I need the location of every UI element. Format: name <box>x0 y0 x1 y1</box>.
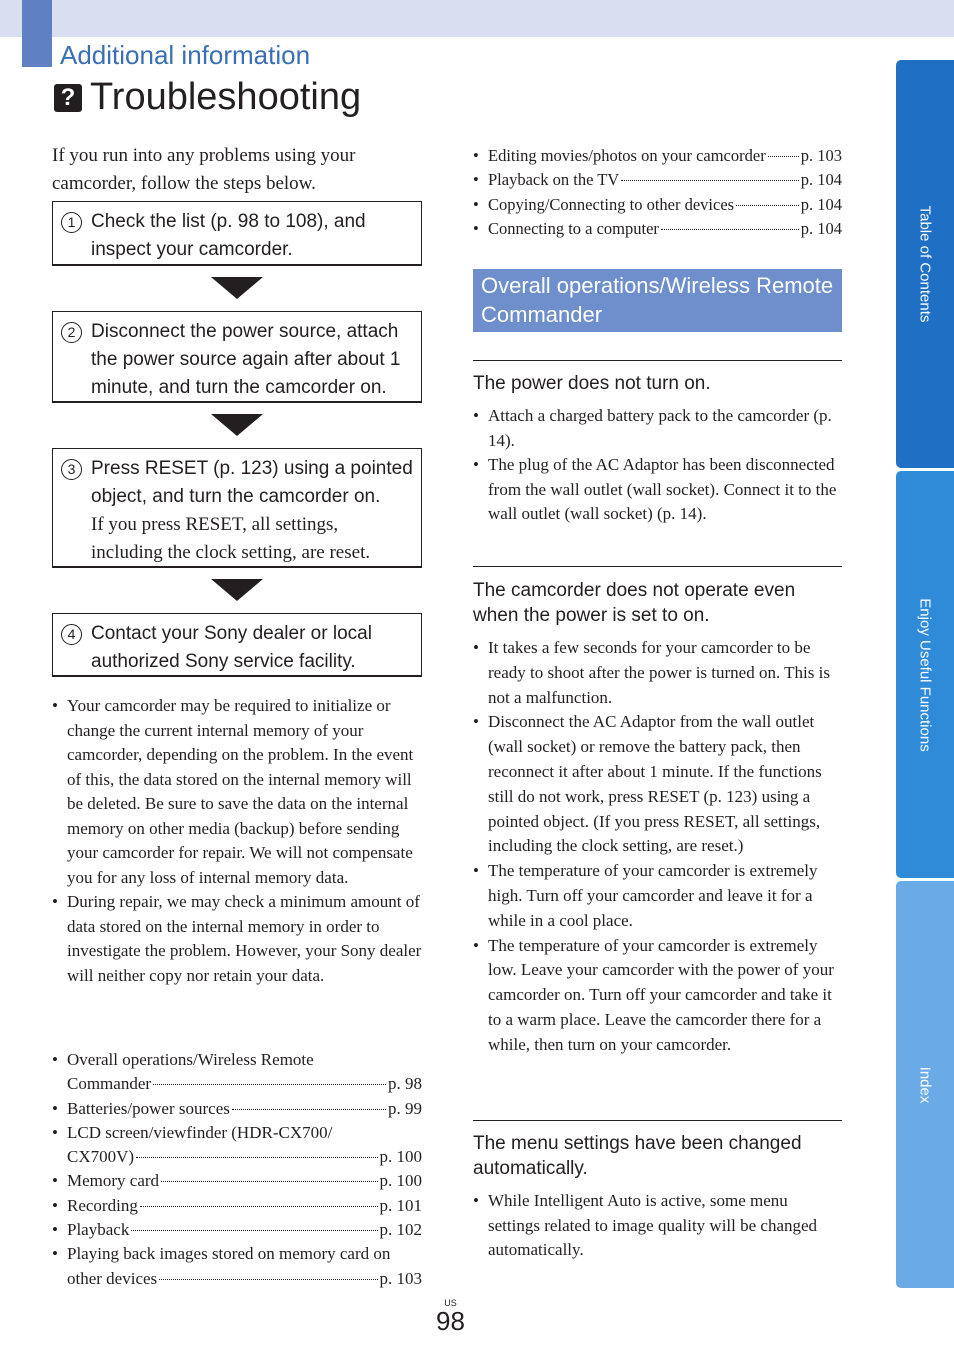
step-1-box <box>52 201 422 266</box>
toc-item[interactable]: • Recording p. 101 <box>52 1194 422 1218</box>
header-accent-block <box>22 0 52 67</box>
tab-label: Table of Contents <box>916 205 934 323</box>
step-note: If you press RESET, all settings, including the clock setting, are reset. <box>91 514 371 563</box>
tab-table-of-contents[interactable] <box>896 60 954 468</box>
issue-title: The power does not turn on. <box>473 373 711 394</box>
question-mark-icon: ? <box>54 84 82 112</box>
step-number: 3 <box>61 459 82 480</box>
issue-bullets <box>473 1189 842 1263</box>
list-item: • The temperature of your camcorder is extremely low. Leave your camcorder with the power of your camcorder on. Turn off your camcorder and take it to a warm place. Leave the camcorder there for a while, then turn on your camcorder. <box>473 934 842 1058</box>
divider <box>473 1120 842 1121</box>
step-text: Disconnect the power source, attach the power source again after about 1 minute, and turn the camcorder on. <box>91 321 401 398</box>
tab-enjoy-useful-functions[interactable] <box>896 471 954 878</box>
tab-index[interactable] <box>896 881 954 1288</box>
tab-label: Enjoy Useful Functions <box>916 597 934 752</box>
issue-title: The menu settings have been changed automatically. <box>473 1133 802 1179</box>
toc-item[interactable]: • Batteries/power sources p. 99 <box>52 1097 422 1121</box>
repair-notes <box>52 694 422 988</box>
down-arrow-icon <box>211 414 263 436</box>
page-heading <box>54 76 361 119</box>
section-banner: Overall operations/Wireless Remote Commander <box>473 269 842 332</box>
down-arrow-icon <box>211 277 263 299</box>
list-item: • The temperature of your camcorder is extremely high. Turn off your camcorder and leave it for a while in a cool place. <box>473 859 842 933</box>
list-item: • During repair, we may check a minimum amount of data stored on the internal memory in order to investigate the problem. However, your Sony dealer will neither copy nor retain your data. <box>52 890 422 988</box>
toc-item[interactable]: • Playback on the TV p. 104 <box>473 168 842 192</box>
issue-bullets <box>473 636 842 1058</box>
step-number: 4 <box>61 624 82 645</box>
toc-item[interactable]: • Copying/Connecting to other devices p. 104 <box>473 193 842 217</box>
toc-right <box>473 144 842 241</box>
section-title: Additional information <box>60 40 311 70</box>
header-band <box>0 0 954 37</box>
divider <box>473 566 842 567</box>
page-title: Troubleshooting <box>90 76 362 118</box>
step-number: 2 <box>61 322 82 343</box>
list-item: • The plug of the AC Adaptor has been disconnected from the wall outlet (wall socket). Connect it to the wall outlet (wall socket) (p. 14). <box>473 453 842 527</box>
page-number <box>436 1298 465 1334</box>
step-3-box <box>52 448 422 568</box>
down-arrow-icon <box>211 579 263 601</box>
divider <box>473 360 842 361</box>
toc-item[interactable]: • Playing back images stored on memory card on other devices p. 103 <box>52 1242 422 1291</box>
step-2-box <box>52 311 422 403</box>
step-number: 1 <box>61 212 82 233</box>
list-item: • While Intelligent Auto is active, some menu settings related to image quality will be changed automatically. <box>473 1189 842 1263</box>
list-item: • Disconnect the AC Adaptor from the wall outlet (wall socket) or remove the battery pack, then reconnect it after about 1 minute. If the functions still do not work, press RESET (p. 123) using a pointed object. (If you press RESET, all settings, including the clock setting, are reset.) <box>473 710 842 859</box>
issue-bullets <box>473 404 842 527</box>
toc-item[interactable]: • Connecting to a computer p. 104 <box>473 217 842 241</box>
tab-label: Index <box>916 1066 934 1103</box>
step-text: Check the list (p. 98 to 108), and inspect your camcorder. <box>91 211 366 260</box>
step-4-box <box>52 613 422 677</box>
list-item: • Your camcorder may be required to initialize or change the current internal memory of your camcorder, depending on the problem. In the event of this, the data stored on the internal memory will be deleted. Be sure to save the data on the internal memory on other media (backup) before sending your camcorder for repair. We will not compensate you for any loss of internal memory data. <box>52 694 422 890</box>
region-code: US <box>444 1298 457 1308</box>
intro-text: If you run into any problems using your camcorder, follow the steps below. <box>52 145 356 194</box>
step-text: Press RESET (p. 123) using a pointed object, and turn the camcorder on. <box>91 458 413 507</box>
list-item: • It takes a few seconds for your camcorder to be ready to shoot after the power is turned on. This is not a malfunction. <box>473 636 842 710</box>
list-item: • Attach a charged battery pack to the camcorder (p. 14). <box>473 404 842 453</box>
page-number-value: 98 <box>436 1306 465 1336</box>
step-text: Contact your Sony dealer or local authorized Sony service facility. <box>91 623 372 672</box>
toc-item[interactable]: • Overall operations/Wireless Remote Commander p. 98 <box>52 1048 422 1097</box>
toc-item[interactable]: • Editing movies/photos on your camcorder p. 103 <box>473 144 842 168</box>
toc-item[interactable]: • Playback p. 102 <box>52 1218 422 1242</box>
toc-item[interactable]: • Memory card p. 100 <box>52 1169 422 1193</box>
issue-title: The camcorder does not operate even when the power is set to on. <box>473 580 796 626</box>
toc-left <box>52 1048 422 1291</box>
toc-item[interactable]: • LCD screen/viewfinder (HDR-CX700/ CX700V) p. 100 <box>52 1121 422 1170</box>
